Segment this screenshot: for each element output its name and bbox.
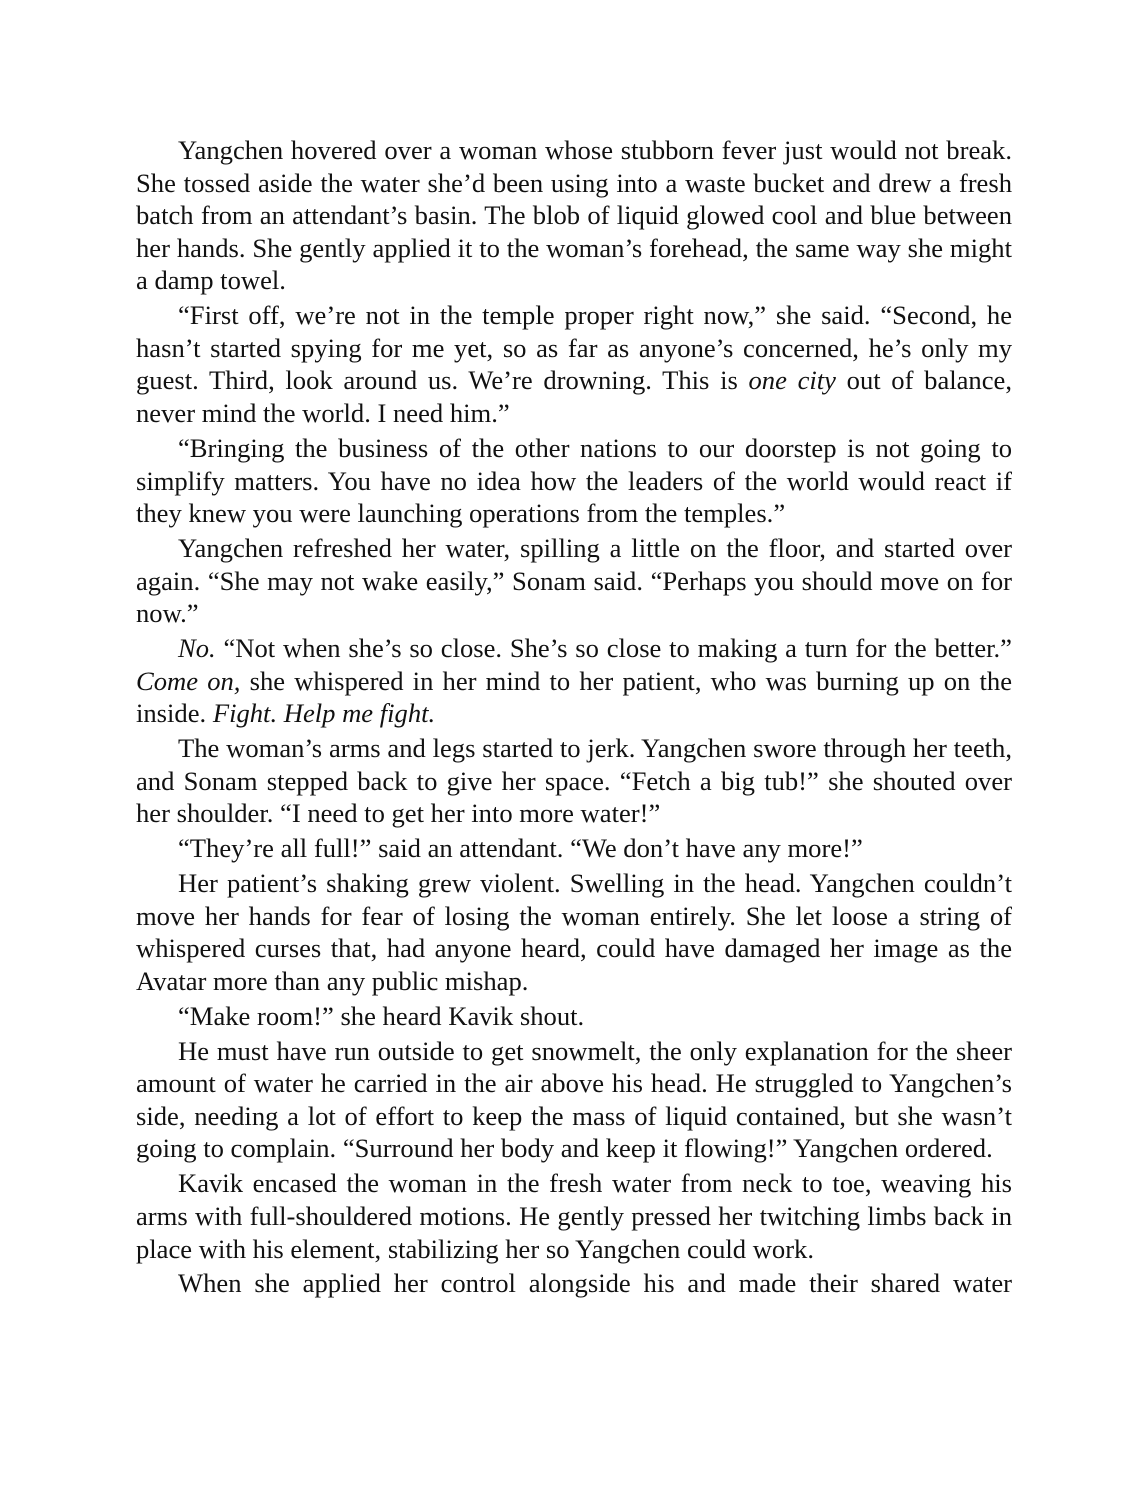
- paragraph: [136, 732, 1012, 830]
- italic-text: one city: [748, 365, 836, 396]
- book-page-text: [136, 134, 1012, 1302]
- text-run: “First off, we’re not in the temple proper right now,” she said. “Second, he hasn’t started spying for me yet, so as far as anyone’s concerned, he’s only my guest. Third, look around us. We’re drowning. This is: [136, 300, 1012, 396]
- italic-text: Come on,: [136, 665, 241, 696]
- text-run: Yangchen hovered over a woman whose stubborn fever just would not break. She tossed aside the water she’d been using into a waste bucket and drew a fresh batch from an attendant’s basin. The blob of liquid glowed cool and blue between her hands. She gently applied it to the woman’s forehead, the same way she might a damp towel.: [136, 135, 1012, 296]
- text-run: “Make room!” she heard Kavik shout.: [178, 1000, 585, 1031]
- paragraph: [136, 299, 1012, 429]
- paragraph: [136, 1267, 1012, 1300]
- paragraph: [136, 134, 1012, 297]
- text-run: “Bringing the business of the other nations to our doorstep is not going to simplify matters. You have no idea how the leaders of the world would react if they knew you were launching operations from the temples.”: [136, 432, 1012, 529]
- text-run: Kavik encased the woman in the fresh water from neck to toe, weaving his arms with full-shouldered motions. He gently pressed her twitching limbs back in place with his element, stabilizing her so Yangchen could work.: [136, 1168, 1012, 1264]
- text-run: Her patient’s shaking grew violent. Swelling in the head. Yangchen couldn’t move her hands for fear of losing the woman entirely. She let loose a string of whispered curses that, had anyone heard, could have damaged her image as the Avatar more than any public mishap.: [136, 868, 1012, 996]
- text-run: The woman’s arms and legs started to jerk. Yangchen swore through her teeth, and Sonam stepped back to give her space. “Fetch a big tub!” she shouted over her shoulder. “I need to get her into more water!”: [136, 733, 1012, 829]
- paragraph: [136, 1000, 1012, 1033]
- text-run: When she applied her control alongside his and made their shared water: [178, 1268, 1012, 1299]
- paragraph: [136, 867, 1012, 997]
- text-run: out of balance, never mind the world. I need him.”: [136, 365, 1012, 429]
- italic-text: No.: [178, 633, 216, 664]
- text-run: “They’re all full!” said an attendant. “We don’t have any more!”: [178, 833, 863, 864]
- paragraph: [136, 432, 1012, 530]
- paragraph: [136, 1167, 1012, 1265]
- text-run: Yangchen refreshed her water, spilling a little on the floor, and started over again. “She may not wake easily,” Sonam said. “Perhaps you should move on for now.”: [136, 533, 1012, 629]
- paragraph: [136, 632, 1012, 730]
- paragraph: [136, 1035, 1012, 1165]
- text-run: “Not when she’s so close. She’s so close to making a turn for the better.”: [215, 633, 1012, 664]
- italic-text: Fight. Help me fight.: [212, 698, 436, 729]
- text-run: she whispered in her mind to her patient, who was burning up on the inside.: [136, 665, 1012, 729]
- text-run: He must have run outside to get snowmelt, the only explanation for the sheer amount of water he carried in the air above his head. He struggled to Yangchen’s side, needing a lot of effort to keep the mass of liquid contained, but she wasn’t going to complain. “Surround her body and keep it flowing!” Yangchen ordered.: [136, 1035, 1012, 1164]
- paragraph: [136, 832, 1012, 865]
- paragraph: [136, 532, 1012, 630]
